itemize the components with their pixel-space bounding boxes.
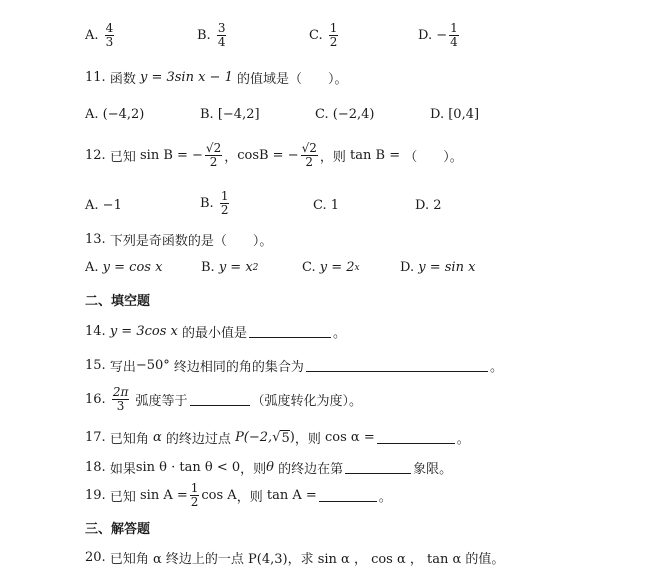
- section-fill-in-title: 二、填空题: [85, 294, 151, 309]
- question-text: 的值域是（ ）。: [237, 72, 348, 87]
- question-18: [85, 458, 452, 477]
- math-expression: y = 3cos x: [109, 324, 178, 339]
- answer-blank[interactable]: [306, 359, 488, 372]
- math-expression: cos α =: [325, 430, 375, 445]
- q12-option-c: C. 1: [313, 198, 340, 213]
- q13-option-a: A. y = cos x: [85, 260, 163, 275]
- fraction: $\frac{4}{3}$: [105, 21, 114, 49]
- question-11: [85, 68, 348, 87]
- question-text: 下列是奇函数的是（ ）。: [109, 234, 273, 249]
- answer-blank[interactable]: [377, 431, 455, 444]
- question-number: 14.: [85, 324, 106, 339]
- answer-blank[interactable]: [345, 461, 411, 474]
- question-text: 已知角: [109, 432, 149, 447]
- q10-option-d: [418, 22, 461, 48]
- question-text: 终边相同的角的集合为: [173, 360, 304, 375]
- punctuation: 。: [489, 360, 503, 375]
- question-note: （弧度转化为度）。: [251, 393, 363, 409]
- option-value: (−2,4): [332, 107, 375, 122]
- q12-option-a: A. −1: [85, 198, 122, 213]
- question-text: 写出: [109, 360, 136, 375]
- question-13: [85, 230, 272, 249]
- math-expression: cosB = −: [237, 147, 299, 163]
- punctuation: 。: [333, 326, 347, 341]
- question-15: [85, 356, 503, 375]
- math-expression: −50°: [135, 358, 170, 373]
- option-label: D.: [418, 27, 433, 43]
- exponent: x: [354, 262, 360, 273]
- question-17: 17. 已知角 α 的终边过点 P(−2, √ 5 ) ，则 cos α = 。: [85, 430, 470, 447]
- answer-blank[interactable]: [249, 325, 331, 338]
- separator: ，: [224, 149, 238, 165]
- question-text: 已知角 α 终边上的一点 P(4,3)，求 sin α ， cos α ， tan α 的值。: [109, 552, 505, 567]
- option-label: A.: [85, 27, 99, 43]
- math-expression: sin B = −: [139, 147, 203, 163]
- q13-option-c: C. y = 2 x: [302, 260, 360, 275]
- question-12: [85, 142, 463, 168]
- question-text: 函数: [109, 72, 136, 87]
- question-text: ，则: [236, 489, 263, 505]
- math-expression: tan B =: [350, 147, 401, 163]
- fraction: $\frac{3}{4}$: [217, 21, 226, 49]
- question-number: 16.: [85, 391, 106, 407]
- question-16: [85, 386, 362, 412]
- question-number: 20.: [85, 550, 106, 565]
- q13-option-d: D. y = sin x: [400, 260, 476, 275]
- question-text: 的终边在第: [278, 462, 344, 477]
- question-text: 的最小值是: [181, 326, 247, 341]
- question-text: 已知: [109, 489, 136, 505]
- q13-option-b: B. y = x 2: [201, 260, 259, 275]
- q11-option-d: D. [0,4]: [430, 107, 480, 122]
- q12-option-d: D. 2: [415, 198, 442, 213]
- fraction: $\frac{1}{4}$: [450, 21, 458, 49]
- question-text: 弧度等于: [135, 393, 188, 409]
- fraction: $\frac{1}{2}$: [220, 189, 229, 217]
- q11-option-b: B. [−4,2]: [200, 107, 260, 122]
- option-value: y = x: [218, 260, 253, 275]
- fraction: $\frac{2\pi}{3}$: [112, 385, 129, 413]
- question-text: 的终边过点: [165, 432, 231, 447]
- math-symbol: α: [152, 430, 162, 445]
- question-number: 17.: [85, 430, 106, 445]
- q11-option-a: A. (−4,2): [85, 107, 145, 122]
- question-text: ，则: [319, 149, 346, 165]
- question-text: 象限。: [413, 462, 453, 477]
- math-expression: tan A =: [266, 487, 317, 503]
- question-14: [85, 322, 346, 341]
- option-value: (−4,2): [102, 107, 145, 122]
- punctuation: 。: [456, 432, 470, 447]
- option-value: 1: [330, 198, 340, 213]
- question-20: [85, 548, 504, 567]
- punctuation: 。: [378, 489, 392, 505]
- math-symbol: θ: [266, 460, 274, 475]
- question-text: 如果: [109, 462, 136, 477]
- q10-option-c: [309, 22, 340, 48]
- option-value: 2: [433, 198, 442, 213]
- math-expression: P(−2,: [235, 430, 273, 445]
- fraction: $\frac{1}{2}$: [329, 21, 338, 49]
- q10-option-a: [85, 22, 116, 48]
- option-label: C.: [309, 27, 323, 43]
- option-value: [0,4]: [448, 107, 480, 122]
- option-value: y = cos x: [102, 260, 163, 275]
- math-expression: sin A =: [139, 487, 188, 503]
- question-text: 已知: [109, 149, 136, 165]
- question-text: ，则: [294, 432, 321, 447]
- option-value: y = sin x: [418, 260, 476, 275]
- question-number: 13.: [85, 232, 106, 247]
- math-expression: y = 3sin x − 1: [139, 70, 233, 85]
- answer-blank[interactable]: [319, 489, 377, 502]
- answer-blank[interactable]: [190, 393, 250, 406]
- question-number: 12.: [85, 147, 106, 163]
- option-label: B.: [197, 27, 211, 43]
- q12-option-b: B. $\frac{1}{2}$: [200, 189, 229, 217]
- question-19: [85, 482, 392, 508]
- option-value: [−4,2]: [217, 107, 260, 122]
- fraction: $\frac{√2}{2}$: [205, 141, 222, 169]
- minus-sign: −: [436, 27, 448, 43]
- exponent: 2: [252, 262, 259, 273]
- question-number: 11.: [85, 70, 106, 85]
- math-expression: sin θ · tan θ < 0: [135, 460, 241, 475]
- option-value: y = 2: [319, 260, 355, 275]
- sqrt-radicand: 5: [281, 430, 290, 446]
- q10-option-b: [197, 22, 228, 48]
- option-value: −1: [102, 198, 122, 213]
- fraction: $\frac{√2}{2}$: [301, 141, 317, 169]
- section-answer-title: 三、解答题: [85, 522, 151, 537]
- math-expression: cos A: [201, 487, 237, 503]
- question-text: （ ）。: [404, 149, 463, 165]
- q11-option-c: C. (−2,4): [315, 107, 375, 122]
- question-number: 18.: [85, 460, 106, 475]
- fraction: $\frac{1}{2}$: [190, 481, 199, 509]
- question-number: 15.: [85, 358, 106, 373]
- question-number: 19.: [85, 487, 106, 503]
- question-text: ，则: [240, 462, 267, 477]
